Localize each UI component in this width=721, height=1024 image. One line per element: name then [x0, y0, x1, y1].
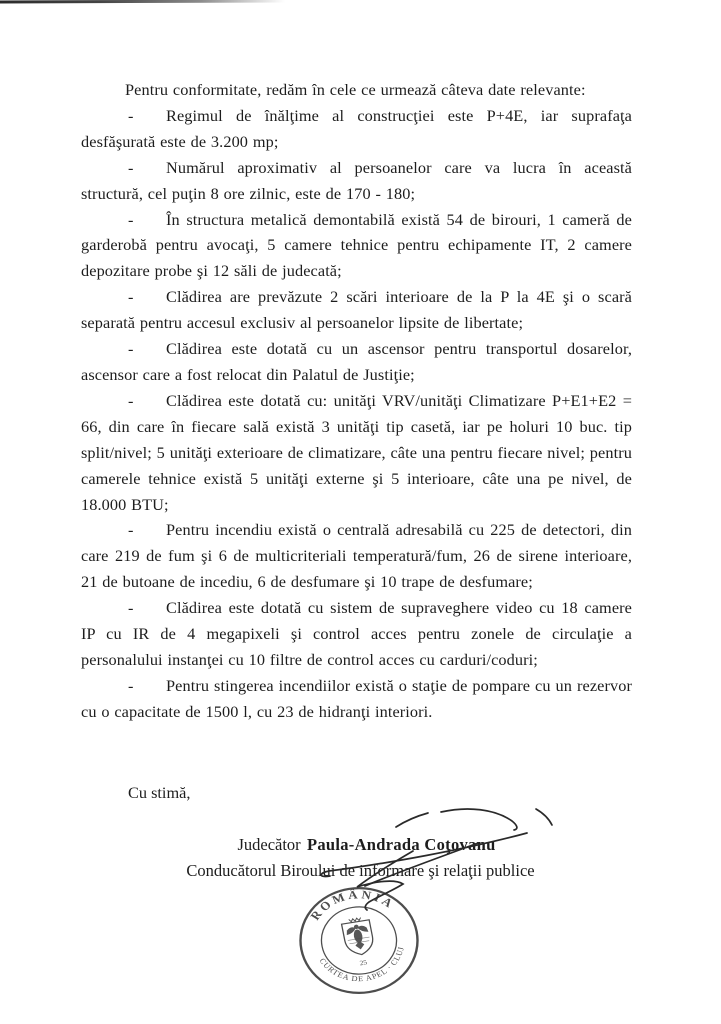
bullet-text: Pentru stingerea incendiilor există o staţie de pompare cu un rezervor cu o capacitate de 1500 l, cu 23 de hidranţi interiori. — [81, 675, 632, 721]
signer-title: Judecător — [237, 835, 301, 854]
bullet-item — [81, 595, 632, 673]
scan-artifact — [0, 0, 285, 3]
letter-body — [81, 77, 632, 725]
bullet-dash: - — [128, 105, 134, 125]
bullet-item — [81, 517, 632, 595]
stamp-court-text: CURTEA DE APEL · CLUJ — [317, 945, 407, 984]
bullet-item — [81, 284, 632, 336]
bullet-dash: - — [128, 157, 134, 177]
bullet-text: Clădirea este dotată cu sistem de supraveghere video cu 18 camere IP cu IR de 4 megapixeli şi control acces pentru zonele de circulaţie a personalului instanţei cu 10 filtre de control acces cu carduri/coduri; — [81, 598, 632, 669]
bullet-dash: - — [128, 287, 134, 307]
bullet-dash: - — [128, 390, 134, 410]
bullet-dash: - — [128, 520, 134, 540]
bullet-text: Clădirea are prevăzute 2 scări interioare de la P la 4E şi o scară separată pentru accesul exclusiv al persoanelor lipsite de libertate; — [81, 287, 632, 333]
handwritten-signature — [290, 795, 570, 915]
bullet-item — [81, 103, 632, 155]
bullet-dash: - — [128, 339, 134, 359]
stamp-country-text: ROMÂNIA — [307, 887, 398, 923]
coat-of-arms-eagle — [341, 916, 376, 956]
bullet-item — [81, 155, 632, 207]
bullet-text: Regimul de înălţime al construcţiei este P+4E, iar suprafaţa desfăşurată este de 3.200 mp; — [81, 105, 632, 151]
salutation: Cu stimă, — [128, 783, 191, 802]
bullet-item — [81, 673, 632, 725]
intro-paragraph: Pentru conformitate, redăm în cele ce urmează câteva date relevante: — [125, 80, 586, 99]
bullet-dash: - — [128, 675, 134, 695]
bullet-item — [81, 207, 632, 285]
bullet-dash: - — [128, 209, 134, 229]
bullet-item — [81, 388, 632, 518]
bullet-text: Pentru incendiu există o centrală adresabilă cu 225 de detectori, din care 219 de fum şi 6 de multicriteriali temperatură/fum, 26 de sirene interioare, 21 de butoane de incediu, 6 de desfumare şi 10 trape de desfumare; — [81, 520, 632, 592]
signer-role: Conducătorul Biroului de informare şi relaţii publice — [186, 861, 535, 880]
signer-name: Paula-Andrada Coţovanu — [306, 835, 496, 854]
bullet-text: Clădirea este dotată cu un ascensor pentru transportul dosarelor, ascensor care a fost relocat din Palatul de Justiţie; — [81, 339, 632, 384]
bullet-item — [81, 336, 632, 388]
bullet-text: Clădirea este dotată cu: unităţi VRV/unităţi Climatizare P+E1+E2 = 66, din care în fiecare sală există 3 unităţi tip casetă, iar pe holuri 10 buc. tip split/nivel; 5 unităţi exterioare de climatizare, câte una pentru fiecare nivel; pentru camerele tehnice există 5 unităţi externe şi 5 interioare, câte una pe nivel, de 18.000 BTU; — [81, 390, 632, 514]
stamp-number: 25 — [358, 958, 368, 968]
bullet-dash: - — [128, 598, 134, 618]
bullet-text: Numărul aproximativ al persoanelor care va lucra în această structură, cel puţin 8 ore zilnic, este de 170 - 180; — [81, 157, 632, 203]
bullet-text: În structura metalică demontabilă există 54 de birouri, 1 cameră de garderobă pentru avocaţi, 5 camere tehnice pentru echipamente IT, 2 camere depozitare probe şi 12 săli de judecată; — [81, 209, 632, 281]
signature-scrawl — [290, 795, 570, 915]
